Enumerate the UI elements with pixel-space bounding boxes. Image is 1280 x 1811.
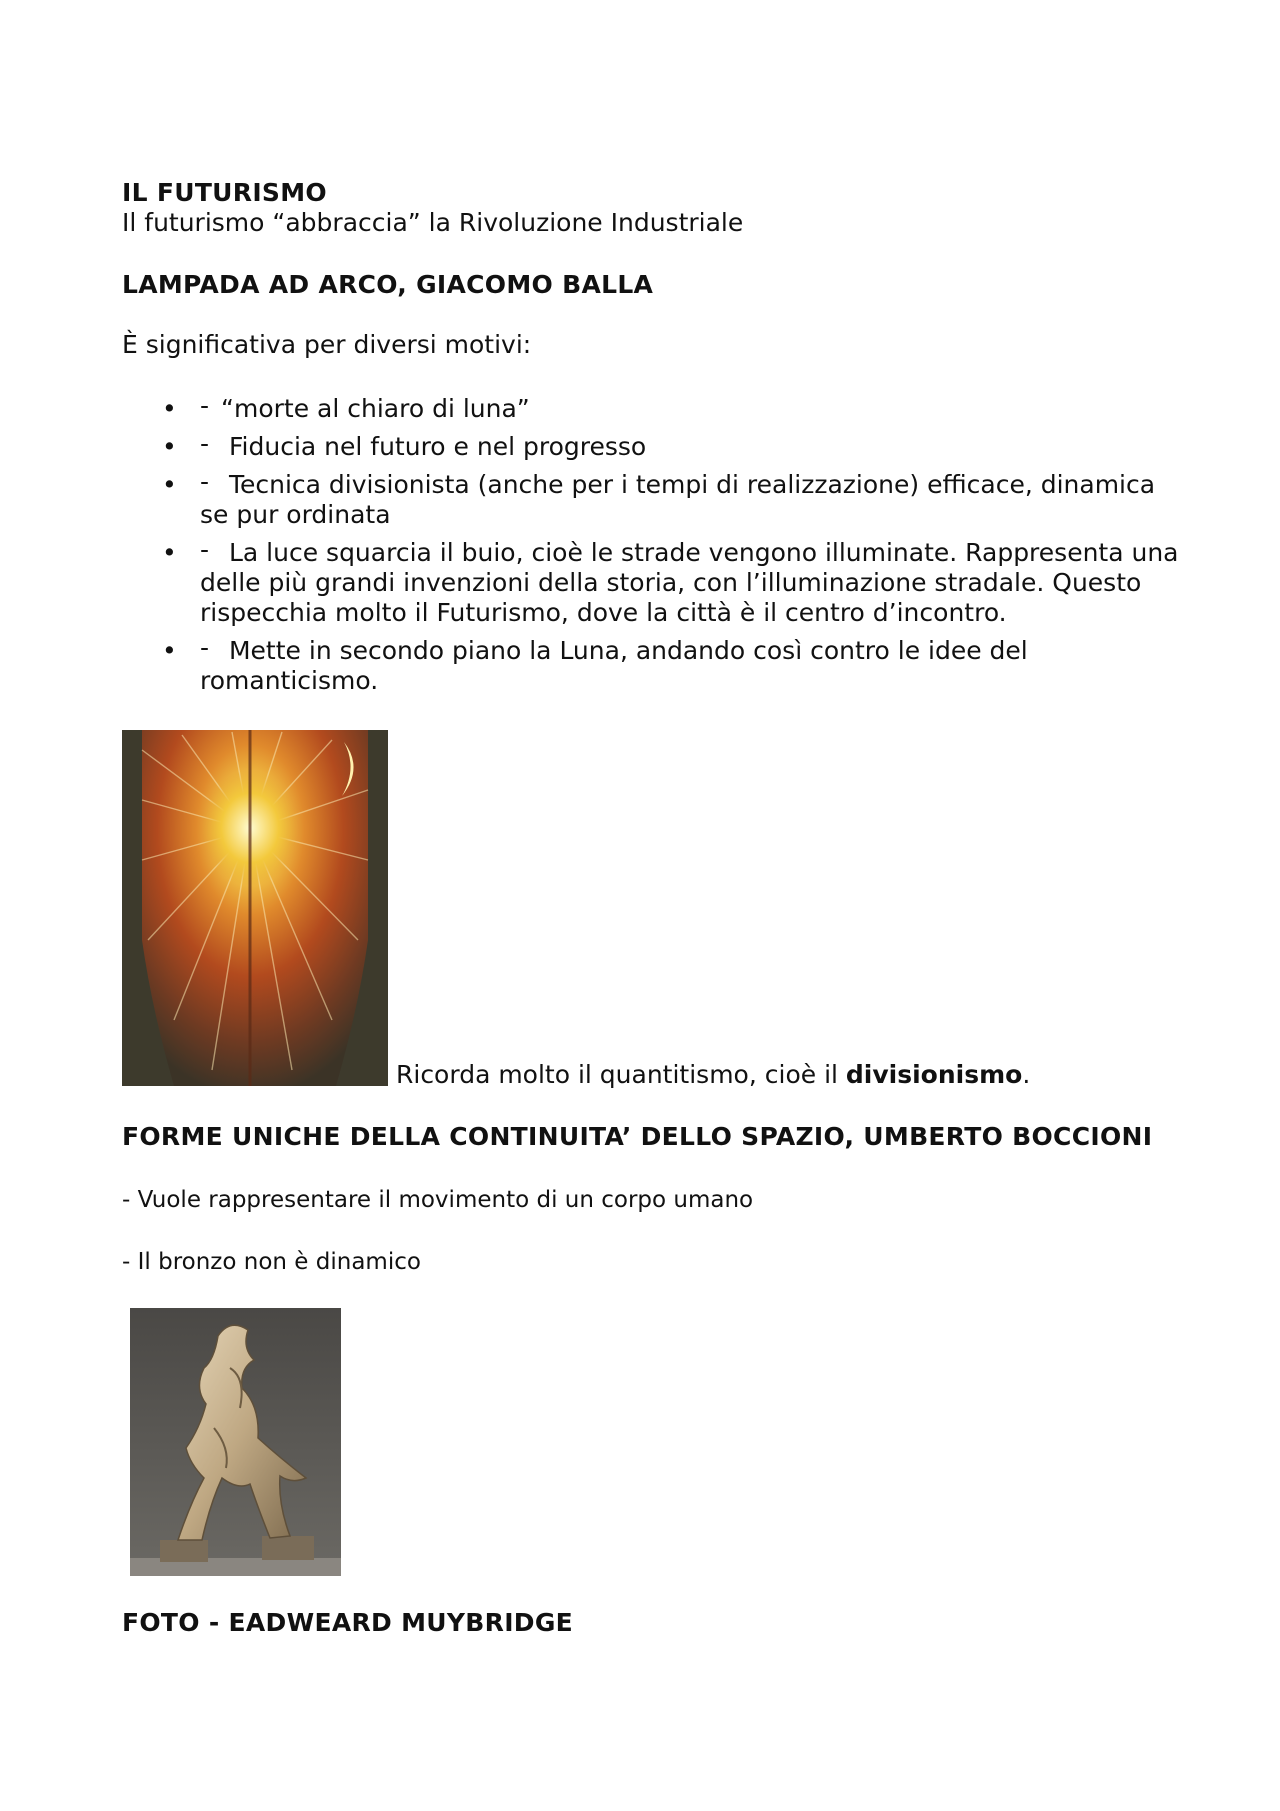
- dash-marker: -: [200, 633, 210, 662]
- list-item: [122, 391, 1182, 424]
- dash-marker: -: [200, 391, 210, 420]
- painting-caption: [396, 1060, 1030, 1090]
- dash-marker: -: [200, 467, 210, 496]
- section-heading-foto: FOTO - EADWEARD MUYBRIDGE: [122, 1608, 574, 1637]
- note-line: - Il bronzo non è dinamico: [122, 1249, 421, 1275]
- caption-suffix: .: [1022, 1060, 1031, 1089]
- list-item-text: “morte al chiaro di luna”: [221, 394, 530, 423]
- list-item: [122, 535, 1182, 628]
- document-subtitle: Il futurismo “abbraccia” la Rivoluzione Industriale: [122, 208, 744, 237]
- list-item-text: Tecnica divisionista (anche per i tempi di realizzazione) efficace, dinamica se pur ordinata: [200, 470, 1156, 529]
- list-item-text: La luce squarcia il buio, cioè le strade vengono illuminate. Rappresenta una delle più grandi invenzioni della storia, con l’illuminazione stradale. Questo rispecchia molto il Futurismo, dove la città è il centro d’incontro.: [200, 538, 1179, 627]
- arc-lamp-painting-image: [122, 730, 388, 1086]
- dash-marker: -: [200, 429, 210, 458]
- painting-row: [122, 730, 1182, 1089]
- section-heading-lampada: LAMPADA AD ARCO, GIACOMO BALLA: [122, 270, 654, 299]
- motivi-list: [122, 391, 1182, 696]
- bullet-icon: •: [162, 636, 177, 665]
- bullet-icon: •: [162, 432, 177, 461]
- bullet-icon: •: [162, 470, 177, 499]
- sculpture-figure: [130, 1308, 341, 1576]
- section-intro: È significativa per diversi motivi:: [122, 330, 532, 359]
- list-item: [122, 467, 1182, 530]
- document-page: [122, 178, 1182, 1638]
- list-item: [122, 429, 1182, 462]
- bronze-sculpture-image: [130, 1308, 341, 1576]
- dash-marker: -: [200, 535, 210, 564]
- bullet-icon: •: [162, 538, 177, 567]
- list-item: [122, 633, 1182, 696]
- section-heading-forme: FORME UNICHE DELLA CONTINUITA’ DELLO SPAZIO, UMBERTO BOCCIONI: [122, 1122, 1153, 1151]
- list-item-text: Fiducia nel futuro e nel progresso: [228, 432, 647, 461]
- document-title: IL FUTURISMO: [122, 178, 327, 207]
- caption-bold-term: divisionismo: [845, 1060, 1023, 1089]
- bullet-icon: •: [162, 394, 177, 423]
- caption-text: Ricorda molto il quantitismo, cioè il: [396, 1060, 846, 1089]
- note-line: - Vuole rappresentare il movimento di un corpo umano: [122, 1187, 754, 1213]
- list-item-text: Mette in secondo piano la Luna, andando così contro le idee del romanticismo.: [200, 636, 1028, 695]
